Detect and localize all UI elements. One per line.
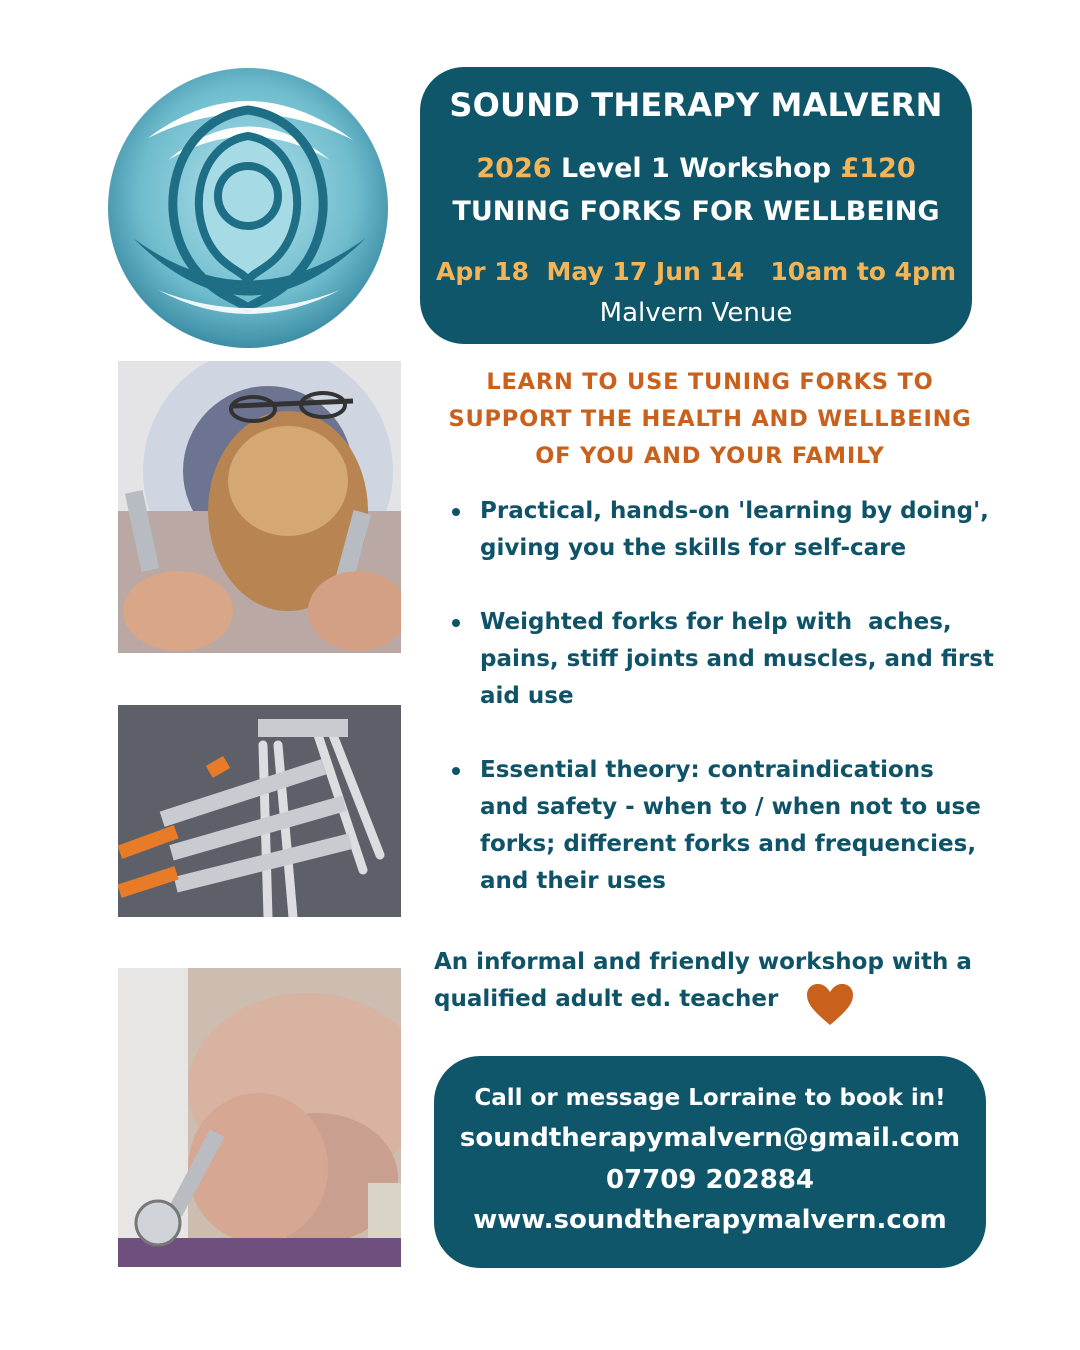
closing-line: qualified adult ed. teacher	[434, 986, 779, 1012]
header-box	[420, 67, 972, 344]
contact-phone-link[interactable]: 07709 202884	[605, 1165, 815, 1195]
closing-line: An informal and friendly workshop with a	[434, 949, 972, 975]
bullet-dot-icon	[452, 767, 460, 775]
photo-tuning-fork-foot	[118, 968, 401, 1267]
intro-line: SUPPORT THE HEALTH AND WELLBEING	[448, 406, 972, 432]
workshop-venue: Malvern Venue	[599, 298, 793, 328]
sound-therapy-logo	[108, 68, 388, 348]
bullet-dot-icon	[452, 508, 460, 516]
bullet-line: pains, stiff joints and muscles, and first	[480, 646, 994, 672]
photo-tuning-forks-set	[118, 705, 401, 917]
bullet-line: and safety - when to / when not to use	[480, 794, 981, 820]
bullet-line: aid use	[480, 683, 574, 709]
closing-text	[434, 944, 972, 1018]
contact-website-link[interactable]: www.soundtherapymalvern.com	[473, 1205, 947, 1235]
workshop-dates: Apr 18 May 17 Jun 14 10am to 4pm	[435, 257, 957, 286]
intro-line: LEARN TO USE TUNING FORKS TO	[486, 369, 934, 395]
bullet-line: Essential theory: contraindications	[480, 757, 934, 783]
bullet-line: Practical, hands-on 'learning by doing',	[480, 498, 989, 524]
intro-heading	[420, 364, 1000, 475]
photo-tuning-forks-head	[118, 361, 401, 653]
page-title: SOUND THERAPY MALVERN	[449, 86, 943, 124]
bullet-line: giving you the skills for self-care	[480, 535, 907, 561]
contact-box	[434, 1056, 986, 1268]
intro-line: OF YOU AND YOUR FAMILY	[535, 443, 885, 469]
contact-call-text: Call or message Lorraine to book in!	[474, 1085, 946, 1111]
bullet-dot-icon	[452, 619, 460, 627]
workshop-price: £120	[840, 153, 916, 184]
workshop-subtitle: TUNING FORKS FOR WELLBEING	[452, 196, 940, 227]
bullet-line: and their uses	[480, 868, 666, 894]
contact-email-link[interactable]: soundtherapymalvern@gmail.com	[459, 1123, 961, 1153]
heart-icon	[806, 983, 854, 1027]
bullet-line: forks; different forks and frequencies,	[480, 831, 977, 857]
workshop-line	[420, 153, 972, 184]
bullet-line: Weighted forks for help with aches,	[480, 609, 952, 635]
workshop-year: 2026	[476, 153, 552, 184]
workshop-level: Level 1 Workshop	[560, 153, 832, 184]
